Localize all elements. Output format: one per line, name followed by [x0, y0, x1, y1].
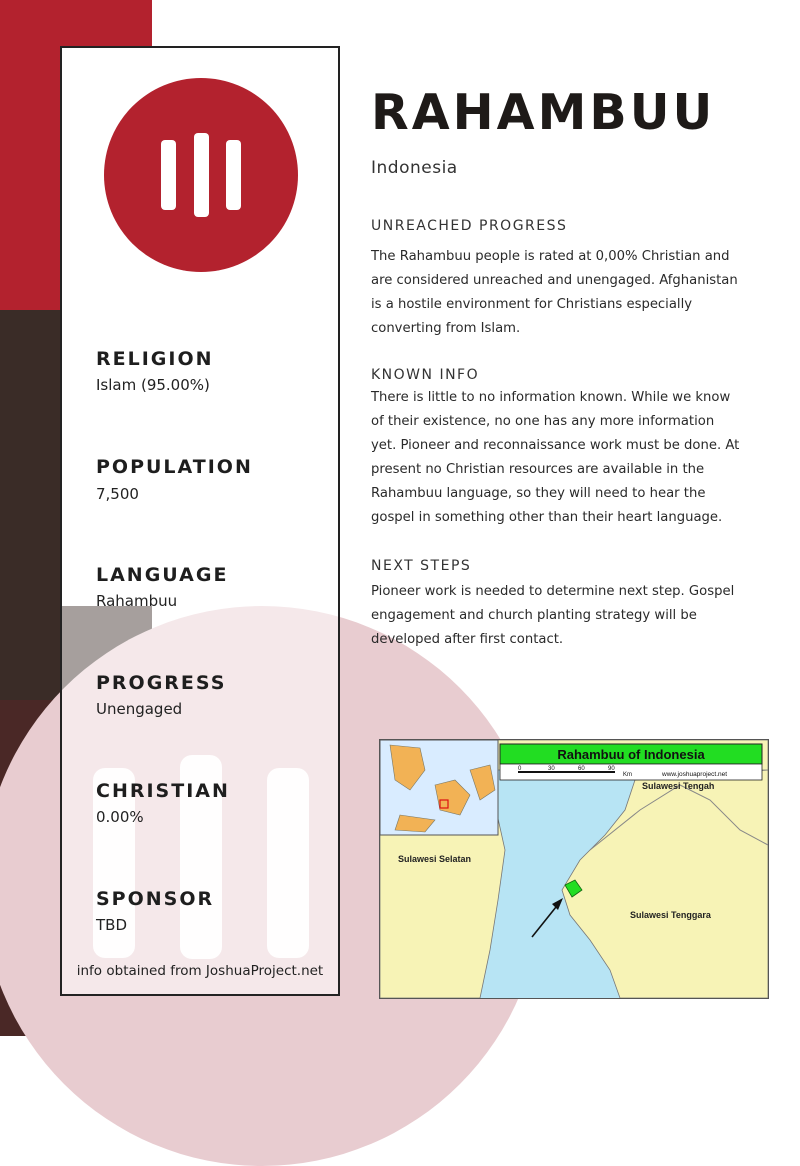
logo-bar-right	[226, 140, 241, 210]
decor-bar-right	[267, 768, 309, 958]
religion-value: Islam (95.00%)	[96, 376, 210, 394]
sponsor-label: SPONSOR	[96, 888, 215, 910]
next-text: Pioneer work is needed to determine next step. Gospel engagement and church planting strategy will be developed after first contact.	[371, 584, 735, 647]
unreached-heading: UNREACHED PROGRESS	[371, 218, 568, 234]
label-sulawesi-tenggara: Sulawesi Tenggara	[630, 910, 711, 920]
population-label: POPULATION	[96, 456, 253, 478]
scale-tick-0: 0	[518, 766, 522, 772]
progress-label: PROGRESS	[96, 672, 227, 694]
known-heading: KNOWN INFO	[371, 367, 480, 383]
map-website: www.joshuaproject.net	[662, 771, 728, 778]
map-title: Rahambuu of Indonesia	[557, 747, 705, 762]
location-map	[379, 739, 769, 999]
scale-tick-60: 60	[578, 766, 585, 772]
logo-circle	[104, 78, 298, 272]
christian-value: 0.00%	[96, 808, 144, 826]
map-graphic	[380, 740, 768, 998]
label-sulawesi-selatan: Sulawesi Selatan	[398, 854, 472, 864]
language-value: Rahambuu	[96, 592, 178, 610]
page-title: RAHAMBUU	[371, 84, 716, 141]
language-label: LANGUAGE	[96, 564, 229, 586]
logo-bar-middle	[194, 133, 209, 217]
population-value: 7,500	[96, 485, 139, 503]
religion-label: RELIGION	[96, 348, 214, 370]
logo-bar-left	[161, 140, 176, 210]
progress-value: Unengaged	[96, 700, 183, 718]
country-subtitle: Indonesia	[371, 158, 458, 178]
christian-label: CHRISTIAN	[96, 780, 230, 802]
unreached-text: The Rahambuu people is rated at 0,00% Christian and are considered unreached and unengaged. Afghanistan is a hostile environment for Christians especially converting from Islam.	[371, 249, 738, 336]
label-sulawesi-tengah: Sulawesi Tengah	[642, 781, 715, 791]
next-heading: NEXT STEPS	[371, 558, 472, 574]
source-footer: info obtained from JoshuaProject.net	[76, 963, 324, 979]
scale-unit: Km	[623, 772, 632, 778]
sponsor-value: TBD	[96, 916, 128, 934]
scale-tick-30: 30	[548, 766, 555, 772]
scale-tick-90: 90	[608, 766, 615, 772]
known-text: There is little to no information known. While we know of their existence, no one has any more information yet. Pioneer and reconnaissance work must be done. At present no Christian resources are available in the Rahambuu language, so they will need to hear the gospel in something other than their heart language.	[371, 390, 740, 525]
